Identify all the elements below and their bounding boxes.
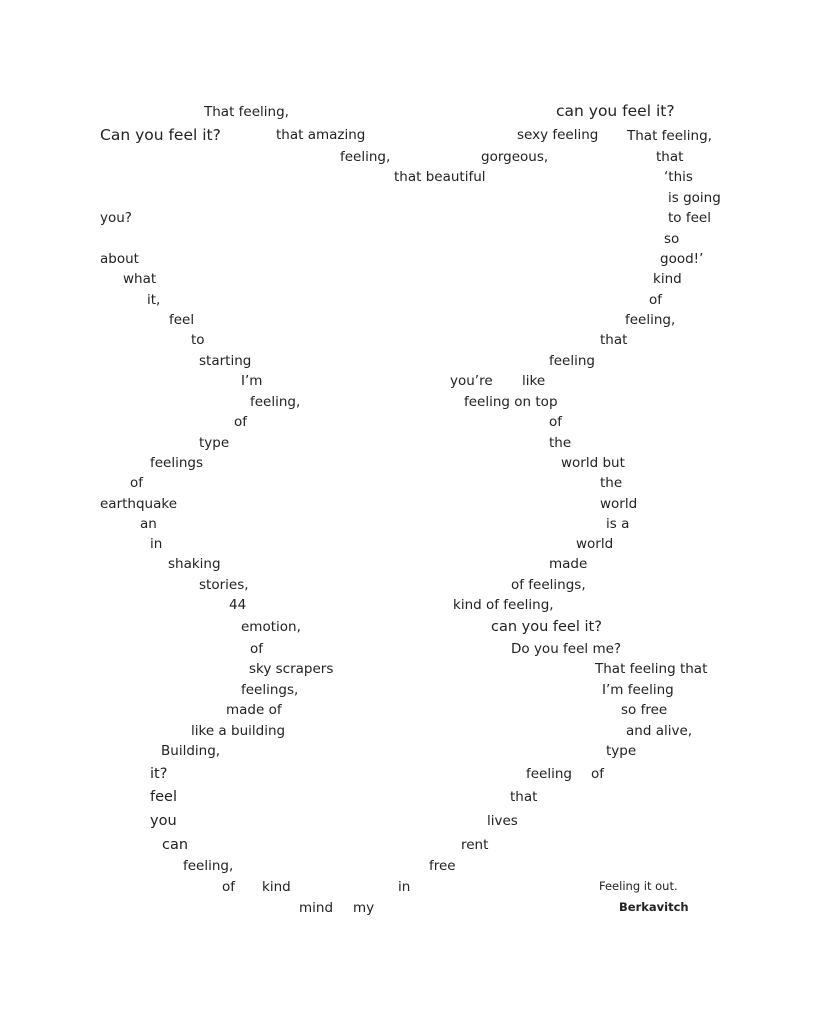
poem-word-of-feelings: of feelings, <box>511 577 586 593</box>
poem-word-sky-scrapers: sky scrapers <box>249 661 334 677</box>
poem-word-can-you-feel-it: can you feel it? <box>556 102 675 120</box>
poem-word-feel: feel <box>150 789 177 805</box>
poem-word-can-you-feel-it: can you feel it? <box>491 619 602 635</box>
poem-word-about: about <box>100 251 139 267</box>
poem-word-i-m-feeling: I’m feeling <box>602 682 674 698</box>
poem-word-of: of <box>649 292 663 308</box>
poem-word-you: you? <box>100 210 132 226</box>
poem-word-to: to <box>191 332 205 348</box>
poem-word-lives: lives <box>487 813 518 829</box>
poem-word-shaking: shaking <box>168 556 221 572</box>
poem-word-in: in <box>150 536 163 552</box>
poem-word-of: of <box>250 641 264 657</box>
poem-word-of: of <box>130 475 144 491</box>
poem-word-made: made <box>549 556 588 572</box>
poem-word-feeling-on-top: feeling on top <box>464 394 558 410</box>
poem-word-that-feeling-that: That feeling that <box>595 661 708 677</box>
poem-word-that-amazing: that amazing <box>276 127 366 143</box>
poem-word-the: the <box>549 435 572 451</box>
poem-word-world-but: world but <box>561 455 625 471</box>
poem-word-stories: stories, <box>199 577 249 593</box>
poem-word-feeling: feeling <box>526 766 572 782</box>
poem-word-of: of <box>234 414 248 430</box>
poem-word-sexy-feeling: sexy feeling <box>517 127 599 143</box>
poem-word-earthquake: earthquake <box>100 496 178 512</box>
poem-word-that-feeling: That feeling, <box>627 128 712 144</box>
poem-word-can-you-feel-it: Can you feel it? <box>100 126 221 144</box>
poem-word-this: ‘this <box>664 169 693 185</box>
poem-word-feeling: feeling <box>549 353 595 369</box>
poem-word-feeling: feeling, <box>625 312 676 328</box>
poem-word-of: of <box>549 414 563 430</box>
poem-word-world: world <box>600 496 638 512</box>
poem-word-feel: feel <box>169 312 195 328</box>
poem-word-can: can <box>162 837 189 853</box>
poem-word-made-of: made of <box>226 702 282 718</box>
poem-word-so: so <box>664 231 680 247</box>
poem-word-you: you <box>150 813 177 829</box>
poem-word-type: type <box>199 435 230 451</box>
poem-word-emotion: emotion, <box>241 619 301 635</box>
poem-word-that-feeling: That feeling, <box>204 104 289 120</box>
poem-word-good: good!’ <box>660 251 704 267</box>
poem-word-that: that <box>600 332 628 348</box>
poem-word-rent: rent <box>461 837 489 853</box>
poem-word-44: 44 <box>229 597 247 613</box>
poem-word-to-feel: to feel <box>668 210 711 226</box>
poem-word-and-alive: and alive, <box>626 723 693 739</box>
poem-word-starting: starting <box>199 353 252 369</box>
poem-word-feelings: feelings, <box>241 682 299 698</box>
poem-word-in: in <box>398 879 411 895</box>
poem-word-that: that <box>510 789 538 805</box>
poem-word-of: of <box>222 879 236 895</box>
poem-word-that-beautiful: that beautiful <box>394 169 486 185</box>
poem-word-it: it? <box>150 766 168 782</box>
poem-word-building: Building, <box>161 743 221 759</box>
poem-word-of: of <box>591 766 605 782</box>
poem-word-do-you-feel-me: Do you feel me? <box>511 641 622 657</box>
poem-word-kind: kind <box>653 271 682 287</box>
poem-word-my: my <box>353 900 375 916</box>
poem-word-feelings: feelings <box>150 455 204 471</box>
poem-word-is-going: is going <box>668 190 721 206</box>
poem-word-mind: mind <box>299 900 334 916</box>
poem-word-kind-of-feeling: kind of feeling, <box>453 597 554 613</box>
poem-author: Berkavitch <box>619 900 689 914</box>
poem-title: Feeling it out. <box>599 879 678 893</box>
poem-word-you-re: you’re <box>450 373 493 389</box>
poem-word-feeling: feeling, <box>183 858 234 874</box>
poem-word-free: free <box>429 858 456 874</box>
poem-word-i-m: I’m <box>241 373 263 389</box>
poem-word-that: that <box>656 149 684 165</box>
poem-word-it: it, <box>147 292 161 308</box>
poem-word-is-a: is a <box>606 516 630 532</box>
poem-word-feeling: feeling, <box>340 149 391 165</box>
poem-word-like: like <box>522 373 546 389</box>
poem-word-like-a-building: like a building <box>191 723 286 739</box>
poem-word-world: world <box>576 536 614 552</box>
poem-word-type: type <box>606 743 637 759</box>
poem-word-an: an <box>140 516 157 532</box>
poem-word-so-free: so free <box>621 702 668 718</box>
poem-word-kind: kind <box>262 879 291 895</box>
poem-word-the: the <box>600 475 623 491</box>
poem-word-what: what <box>123 271 157 287</box>
poem-word-gorgeous: gorgeous, <box>481 149 549 165</box>
poem-word-feeling: feeling, <box>250 394 301 410</box>
